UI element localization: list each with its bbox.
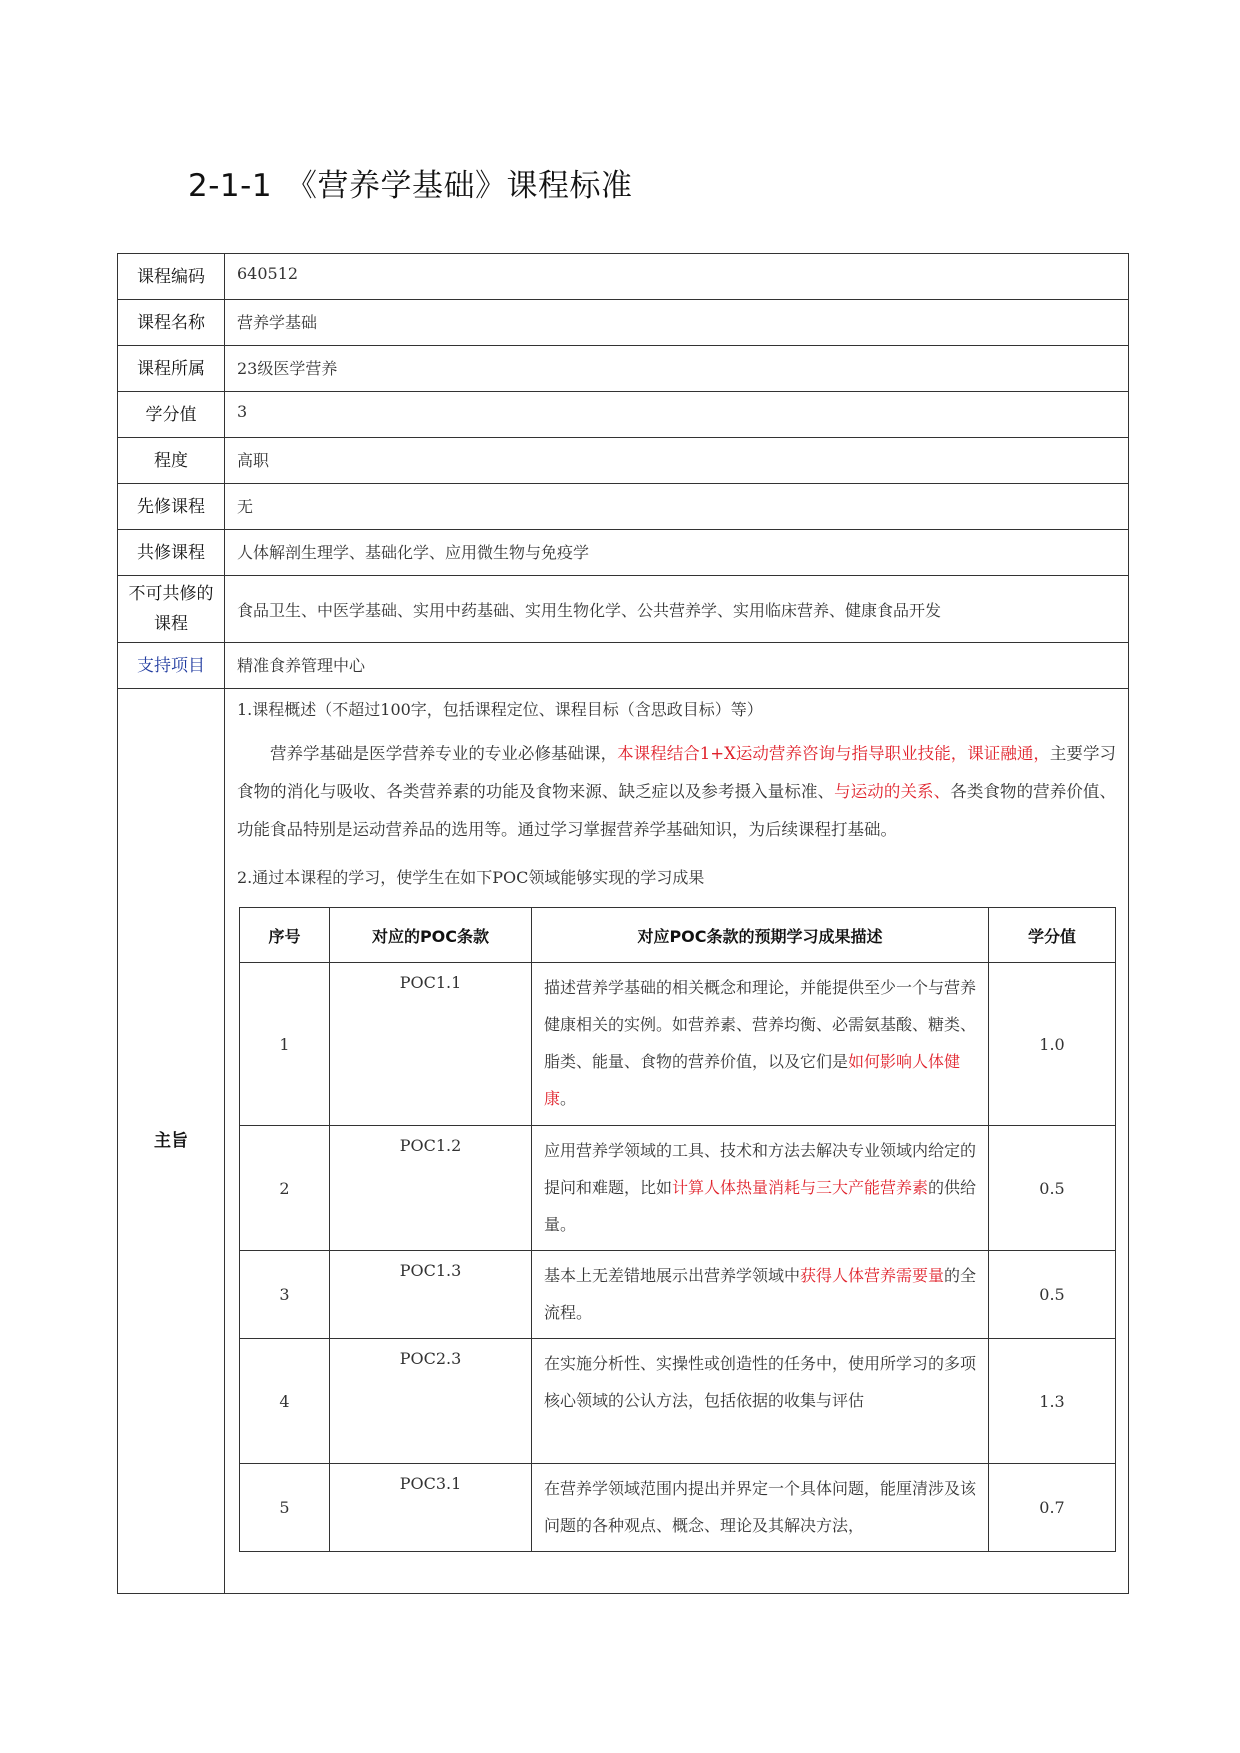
overview-highlight-1: 本课程结合1+X运动营养咨询与指导职业技能，课证融通， [617,744,1050,763]
poc-credit: 0.5 [989,1126,1116,1251]
poc-credit: 1.0 [989,963,1116,1126]
value-course-affiliation: 23级医学营养 [225,346,1129,392]
main-content-clip [225,689,1128,1593]
poc-code: POC1.2 [330,1126,532,1251]
poc-desc-text: 基本上无差错地展示出营养学领域中 [544,1266,801,1285]
poc-row [240,1126,1116,1251]
label-course-name: 课程名称 [118,300,225,346]
row-exclusions [118,576,1129,643]
poc-code: POC3.1 [330,1464,532,1552]
row-support-project [118,643,1129,689]
poc-desc-text: 应用营养学领域的工具、技术和方法去解决专业领域内给定的提问和难题，比如 [544,1141,977,1197]
row-credits [118,392,1129,438]
row-corequisites [118,530,1129,576]
page-title [188,160,633,205]
label-support-project: 支持项目 [118,643,225,689]
poc-no: 1 [240,963,330,1126]
label-prerequisites: 先修课程 [118,484,225,530]
poc-desc [532,1251,989,1339]
section-number: 2-1-1 [188,168,273,204]
label-corequisites: 共修课程 [118,530,225,576]
value-course-name: 营养学基础 [225,300,1129,346]
poc-header-desc: 对应POC条款的预期学习成果描述 [532,908,989,963]
value-support-project: 精准食养管理中心 [225,643,1129,689]
poc-credit: 0.7 [989,1464,1116,1552]
poc-desc-tail: 的全流程。 [544,1266,977,1322]
poc-no: 5 [240,1464,330,1552]
row-prerequisites [118,484,1129,530]
poc-desc [532,963,989,1126]
row-course-affiliation [118,346,1129,392]
overview-heading: 1.课程概述（不超过100字，包括课程定位、课程目标（含思政目标）等） [237,700,763,719]
poc-code: POC1.1 [330,963,532,1126]
label-course-code: 课程编码 [118,254,225,300]
row-main [118,689,1129,1594]
poc-row [240,1339,1116,1464]
value-credits: 3 [225,392,1129,438]
poc-header-credit: 学分值 [989,908,1116,963]
overview-text-1: 营养学基础是医学营养专业的专业必修基础课， [270,744,618,763]
poc-no: 2 [240,1126,330,1251]
label-course-affiliation: 课程所属 [118,346,225,392]
poc-row [240,1464,1116,1552]
main-label-text: 主旨 [154,1131,188,1151]
poc-desc-highlight: 获得人体营养需要量 [800,1266,945,1285]
row-course-code [118,254,1129,300]
value-corequisites: 人体解剖生理学、基础化学、应用微生物与免疫学 [225,530,1129,576]
poc-code: POC2.3 [330,1339,532,1464]
label-level: 程度 [118,438,225,484]
poc-row [240,963,1116,1126]
value-level: 高职 [225,438,1129,484]
row-level [118,438,1129,484]
overview-text-3: 各类食物的营养价值、功能食品特别是运动营养品的选用等。通过学习掌握营养学基础知识，为后续课程打基础。 [237,782,1117,839]
poc-desc-highlight: 计算人体热量消耗与三大产能营养素 [672,1178,929,1197]
poc-desc-text: 在实施分析性、实操性或创造性的任务中，使用所学习的多项核心领域的公认方法，包括依据的收集与评估 [544,1354,977,1410]
course-title: 《营养学基础》课程标准 [286,168,633,204]
course-standard-table [117,253,1129,1594]
main-content-cell [225,689,1129,1594]
value-course-code: 640512 [225,254,1129,300]
value-prerequisites: 无 [225,484,1129,530]
overview-text-2: 主要学习食物的消化与吸收、各类营养素的功能及食物来源、缺乏症以及参考摄入量标准、 [237,744,1116,801]
label-exclusions: 不可共修的课程 [118,576,225,643]
overview-body [237,735,1116,849]
outcomes-heading: 2.通过本课程的学习，使学生在如下POC领域能够实现的学习成果 [237,868,705,887]
poc-header-poc: 对应的POC条款 [330,908,532,963]
poc-no: 4 [240,1339,330,1464]
poc-header-row [240,908,1116,963]
row-course-name [118,300,1129,346]
poc-desc-tail: 的供给量。 [544,1178,977,1234]
poc-desc [532,1464,989,1552]
poc-header-no: 序号 [240,908,330,963]
main-content [225,689,1128,1552]
overview-highlight-2: 与运动的关系、 [834,782,951,801]
poc-credit: 1.3 [989,1339,1116,1464]
poc-table [239,907,1116,1552]
poc-row [240,1251,1116,1339]
poc-credit: 0.5 [989,1251,1116,1339]
poc-desc [532,1126,989,1251]
poc-desc [532,1339,989,1464]
poc-code: POC1.3 [330,1251,532,1339]
poc-desc-highlight: 如何影响人体健康 [544,1052,961,1108]
poc-no: 3 [240,1251,330,1339]
label-main [118,689,225,1594]
poc-desc-tail: 。 [560,1089,577,1108]
poc-desc-text: 描述营养学基础的相关概念和理论，并能提供至少一个与营养健康相关的实例。如营养素、营养均衡、必需氨基酸、糖类、脂类、能量、食物的营养价值，以及它们是 [544,978,977,1071]
label-credits: 学分值 [118,392,225,438]
value-exclusions: 食品卫生、中医学基础、实用中药基础、实用生物化学、公共营养学、实用临床营养、健康食品开发 [225,576,1129,643]
poc-desc-text: 在营养学领域范围内提出并界定一个具体问题，能厘清涉及该问题的各种观点、概念、理论及其解决方法， [544,1479,977,1535]
